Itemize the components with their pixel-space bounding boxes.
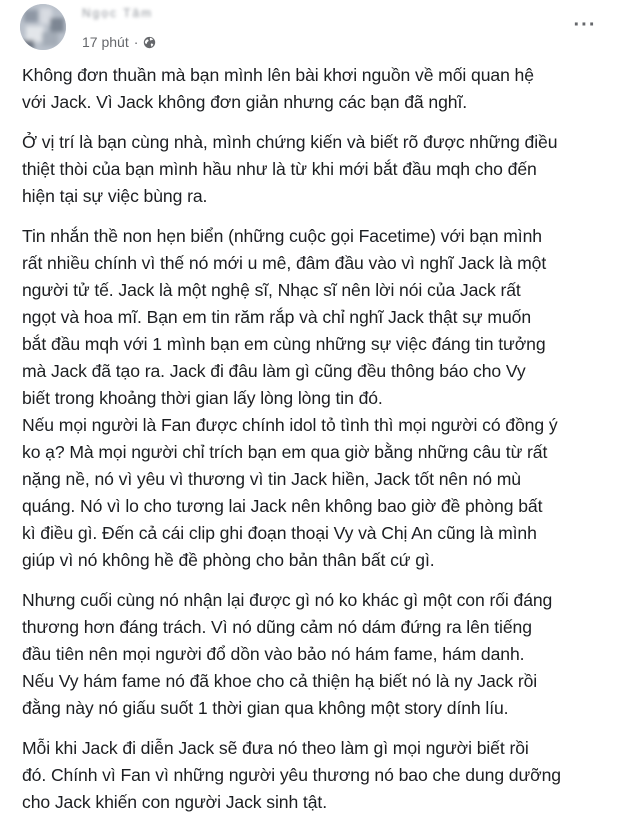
post-text-line: người tử tế. Jack là một nghệ sĩ, Nhạc sĩ nên lời nói của Jack rất [22, 280, 521, 300]
post-header [0, 0, 620, 62]
post-text-line: với Jack. Vì Jack không đơn giản nhưng các bạn đã nghĩ. [22, 92, 468, 112]
more-horizontal-icon: ··· [573, 14, 597, 36]
blurred-avatar-image [20, 4, 66, 50]
post-text-line: nặng nề, nó vì yêu vì thương vì tin Jack hiền, Jack tốt nên nó mù [22, 469, 521, 489]
post-text-line: Tin nhắn thề non hẹn biển (những cuộc gọi Facetime) với bạn mình [22, 226, 542, 246]
post-text-line: rất nhiều chính vì thế nó mới u mê, đâm đầu vào vì nghĩ Jack là một [22, 253, 547, 273]
post-content [22, 62, 612, 829]
more-options-button[interactable] [568, 14, 602, 36]
post-paragraph [22, 223, 612, 574]
post-timestamp[interactable]: 17 phút [82, 34, 129, 50]
post-text-line: cho Jack khiến con người Jack sinh tật. [22, 792, 327, 812]
post-text-line: hiện tại sự việc bùng ra. [22, 186, 208, 206]
post-text-line: đầu tiên nên mọi người đổ dồn vào bảo nó hám fame, hám danh. [22, 644, 525, 664]
avatar[interactable] [20, 4, 66, 50]
post-paragraph [22, 587, 612, 722]
post-text-line: ko ạ? Mà mọi người chỉ trích bạn em qua giờ bằng những câu từ rất [22, 442, 548, 462]
post-paragraph [22, 62, 612, 116]
meta-separator: · [133, 34, 139, 50]
post-text-line: mà Jack đã tạo ra. Jack đi đâu làm gì cũng đều thông báo cho Vy [22, 361, 526, 381]
post-text-line: Ở vị trí là bạn cùng nhà, mình chứng kiến và biết rõ được những điều [22, 132, 558, 152]
post-text-line: ngọt và hoa mĩ. Bạn em tin răm rắp và chỉ nghĩ Jack thật sự muốn [22, 307, 532, 327]
post-paragraph [22, 735, 612, 816]
post-text-line: biết trong khoảng thời gian lấy lòng lòng tin đó. [22, 388, 383, 408]
post-text-line: Nếu mọi người là Fan được chính idol tỏ tình thì mọi người có đồng ý [22, 415, 558, 435]
post-text-line: thương hơn đáng trách. Vì nó dũng cảm nó dám đứng ra lên tiếng [22, 617, 532, 637]
post-text-line: Nhưng cuối cùng nó nhận lại được gì nó ko khác gì một con rối đáng [22, 590, 553, 610]
post-text-line: kì điều gì. Đến cả cái clip ghi đoạn thoại Vy và Chị An cũng là mình [22, 523, 537, 543]
post-text-line: giúp vì nó không hề đề phòng cho bản thân bất cứ gì. [22, 550, 435, 570]
post-text-line: bắt đầu mqh với 1 mình bạn em cùng những sự việc đáng tin tưởng [22, 334, 546, 354]
post-meta [82, 33, 156, 51]
globe-icon[interactable] [143, 36, 156, 49]
post-text-line: Nếu Vy hám fame nó đã khoe cho cả thiện hạ biết nó là ny Jack rồi [22, 671, 538, 691]
post-paragraph [22, 129, 612, 210]
post-text-line: đằng này nó giấu suốt 1 thời gian qua không một story dính líu. [22, 698, 509, 718]
post-text-line: quáng. Nó vì lo cho tương lai Jack nên không bao giờ đề phòng bất [22, 496, 543, 516]
post-text-line: Không đơn thuần mà bạn mình lên bài khơi nguồn về mối quan hệ [22, 65, 534, 85]
author-name[interactable]: Ngọc Tâm [82, 6, 154, 20]
post-text-line: thiệt thòi của bạn mình hầu như là từ khi mới bắt đầu mqh cho đến [22, 159, 537, 179]
post-text-line: Mỗi khi Jack đi diễn Jack sẽ đưa nó theo làm gì mọi người biết rồi [22, 738, 529, 758]
post-text-line: đó. Chính vì Fan vì những người yêu thương nó bao che dung dưỡng [22, 765, 561, 785]
